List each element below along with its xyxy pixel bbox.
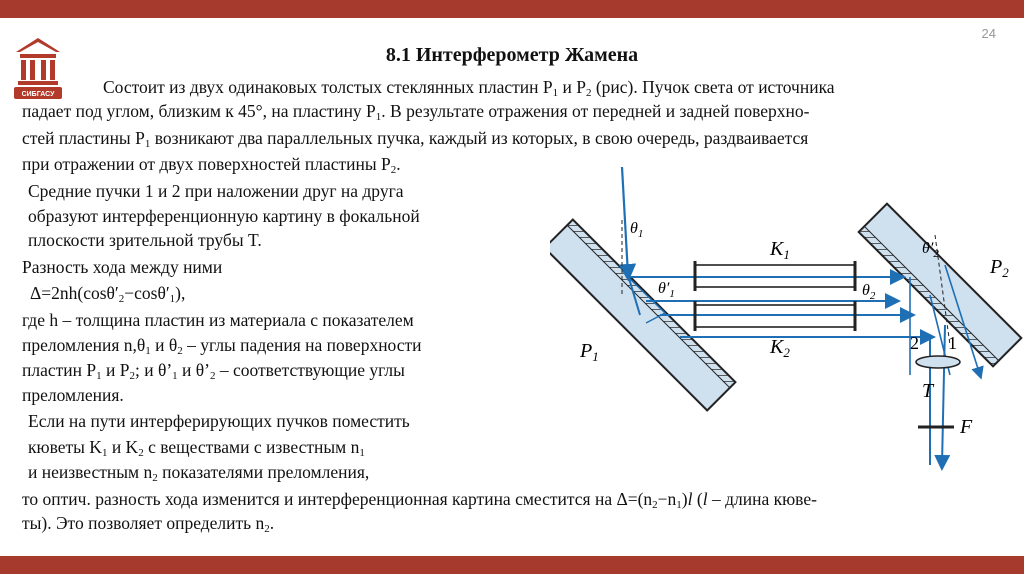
para2-line1: Средние пучки 1 и 2 при наложении друг на друга [28,181,404,201]
para4-line5: ты). Это позволяет определить $n_2$. [22,513,275,535]
svg-text:θ1: $\theta_1$ [630,220,644,240]
svg-text:1: 1 [948,333,957,353]
para4-line2: кюветы $K_1$ и $K_2$ с веществами с известным $n_1$ [28,437,365,459]
slide-number: 24 [981,26,996,41]
para3-line6: преломления. [22,385,124,405]
para1-line1: Состоит из двух одинаковых толстых стеклянных пластин $P_1$ и $P_2$ (рис). Пучок света от источника [103,77,835,99]
para4-line3: и неизвестным $n_2$ показателями преломления, [28,462,370,484]
svg-text:θ′2: $\theta'_2$ [922,240,939,260]
para4-line4: то оптич. разность хода изменится и интерференционная картина сместится на $\Delta=(n_2-n_1)l$ (l – длина кюве- [22,489,817,511]
plate-p2 [859,204,1022,367]
para3-line1: Разность хода между ними [22,257,223,277]
para1-line2: падает под углом, близким к 45°, на пластину $P_1$. В результате отражения от передней и задней поверхно- [22,101,810,123]
para3-line5: пластин $P_1$ и $P_2$; и $\theta’_1$ и $\theta’_2$ – соответствующие углы [22,360,405,382]
svg-text:P1: $P_1$ [580,340,599,364]
formula-line: $\Delta=2nh(\cos\theta'_2-\cos\theta'_1)$, [30,283,186,305]
svg-text:2: 2 [910,333,919,353]
para4-line1: Если на пути интерферирующих пучков поместить [28,411,410,431]
svg-text:K1: $K_1$ [770,238,790,262]
para2-line2: образуют интерференционную картину в фокальной [28,206,420,226]
top-bar [0,0,1024,18]
bottom-bar [0,556,1024,574]
svg-text:СИБГАСУ: СИБГАСУ [21,91,55,98]
svg-text:K2: $K_2$ [770,336,790,360]
svg-text:θ′1: $\theta'_1$ [658,280,675,300]
svg-text:F: F [960,416,973,438]
para2-line3: плоскости зрительной трубы T. [28,230,262,250]
para3-line3: где h – толщина пластин из материала с показателем [22,310,414,330]
svg-text:P2: $P_2$ [990,256,1009,280]
para3-line4: преломления $n,\theta_1$ и $\theta_2$ – углы падения на поверхности [22,335,422,357]
lens-t [916,356,960,368]
svg-text:θ2: $\theta_2$ [862,282,876,302]
jamin-interferometer-diagram [550,165,1024,475]
svg-text:T: T [922,380,934,402]
para1-line4: при отражении от двух поверхностей пластины $P_2$. [22,154,401,176]
slide-title: 8.1 Интерферометр Жамена [385,44,639,66]
para1-line3: стей пластины $P_1$ возникают два параллельных пучка, каждый из которых, в свою очередь, раздваивается [22,128,809,150]
